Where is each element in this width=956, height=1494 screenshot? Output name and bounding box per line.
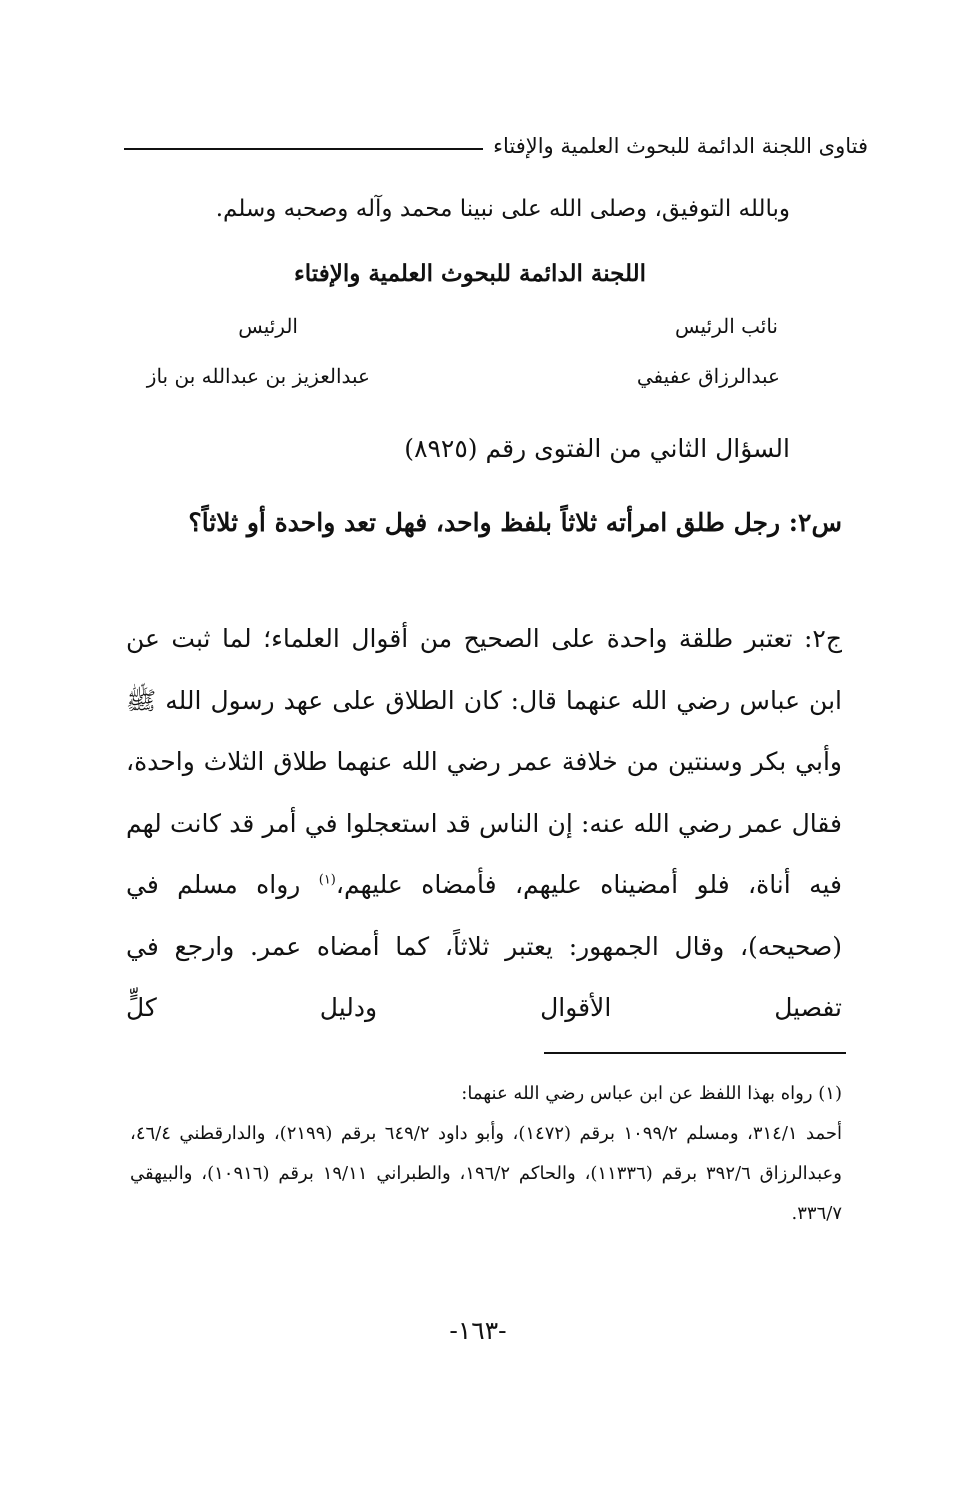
president-name: عبدالعزيز بن عبدالله بن باز <box>146 364 370 388</box>
running-header-title: فتاوى اللجنة الدائمة للبحوث العلمية والإفتاء <box>493 134 868 158</box>
answer-part-2: رواه مسلم في (صحيحه)، وقال الجمهور: يعتبر ثلاثاً، كما أمضاه عمر. وارجع في تفصيل الأقوال ودليل كلٍّ <box>126 870 842 1022</box>
vice-president-name: عبدالرزاق عفيفي <box>636 364 780 388</box>
page-number: -١٦٣- <box>449 1316 507 1345</box>
footnote-body: أحمد ٣١٤/١، ومسلم ١٠٩٩/٢ برقم (١٤٧٢)، وأبو داود ٦٤٩/٢ برقم (٢١٩٩)، والدارقطني ٤٦/٤، وعبدالرزاق ٣٩٢/٦ برقم (١١٣٣٦)، والحاكم ١٩٦/٢، والطبراني ١٩/١١ برقم (١٠٩١٦)، والبيهقي ٣٣٦/٧. <box>130 1123 842 1224</box>
answer-part-1: ج٢: تعتبر طلقة واحدة على الصحيح من أقوال العلماء؛ لما ثبت عن ابن عباس رضي الله عنهما قال: كان الطلاق على عهد رسول الله ﷺ وأبي بكر وسنتين من خلافة عمر رضي الله عنهما طلاق الثلاث واحدة، فقال عمر رضي الله عنه: إن الناس قد استعجلوا في أمر قد كانت لهم فيه أناة، فلو أمضيناه عليهم، فأمضاه عليهم، <box>126 624 842 899</box>
fatwa-reference: السؤال الثاني من الفتوى رقم (٨٩٢٥) <box>404 434 790 463</box>
footnote-head: (١) رواه بهذا اللفظ عن ابن عباس رضي الله عنهما: <box>461 1083 842 1104</box>
running-header <box>124 126 868 166</box>
footnote-marker: (١) <box>318 872 336 888</box>
footnote-separator <box>544 1052 846 1054</box>
closing-line: وبالله التوفيق، وصلى الله على نبينا محمد وآله وصحبه وسلم. <box>215 196 790 222</box>
president-title: الرئيس <box>238 314 298 338</box>
footnotes <box>130 1074 842 1234</box>
answer-text <box>126 608 842 1039</box>
running-header-rule <box>124 148 483 150</box>
vice-president-title: نائب الرئيس <box>674 314 778 338</box>
committee-name: اللجنة الدائمة للبحوث العلمية والإفتاء <box>293 260 647 287</box>
question-text: س٢: رجل طلق امرأته ثلاثاً بلفظ واحد، فهل تعد واحدة أو ثلاثاً؟ <box>188 508 842 537</box>
